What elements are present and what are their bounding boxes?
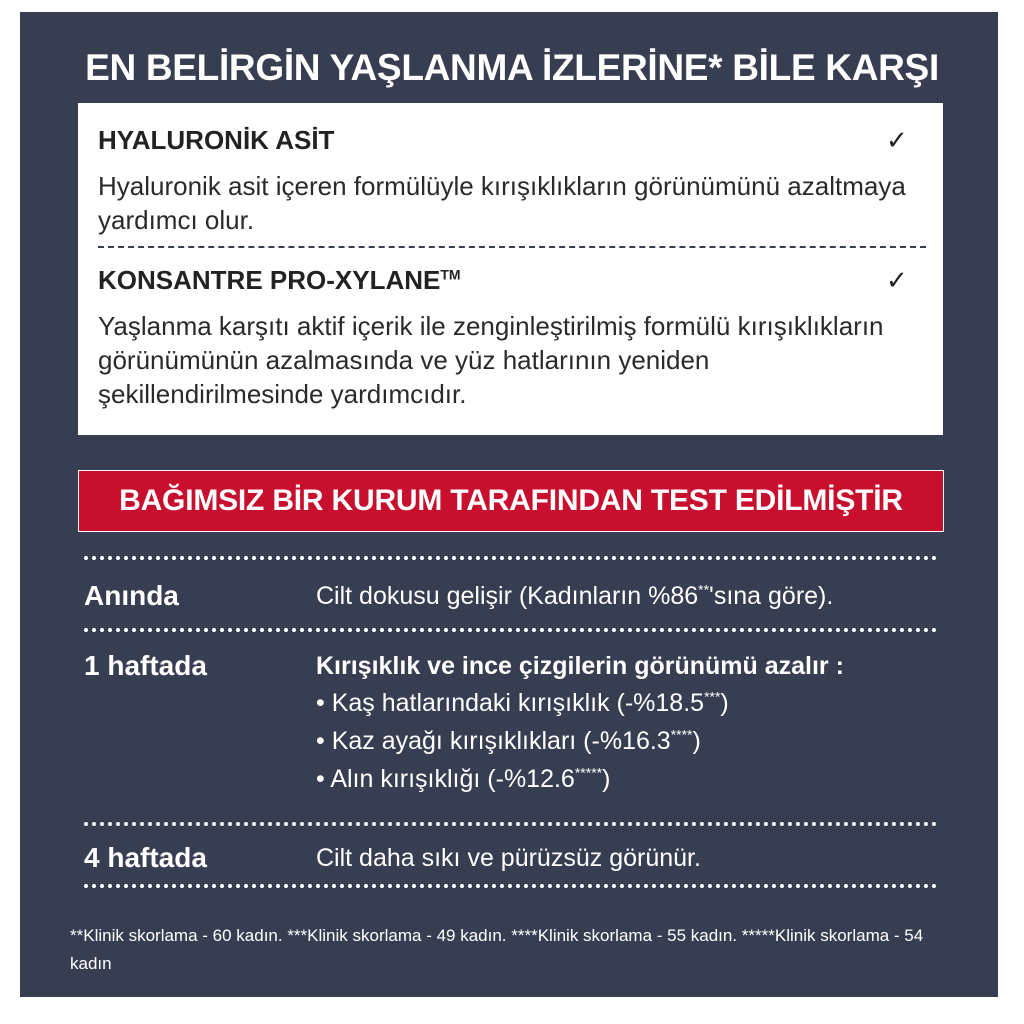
result-bullet bbox=[316, 684, 946, 722]
bullet-text: • Alın kırışıklığı (-%12.6 bbox=[316, 765, 575, 793]
result-text-instant bbox=[316, 578, 946, 614]
bullet-text: • Kaz ayağı kırışıklıkları (-%16.3 bbox=[316, 727, 671, 755]
result-text: Cilt dokusu gelişir (Kadınların %86 bbox=[316, 582, 699, 610]
footnote-mark: ** bbox=[698, 581, 710, 598]
footnote-mark: *** bbox=[704, 688, 721, 705]
result-heading: Kırışıklık ve ince çizgilerin görünümü azalır : bbox=[316, 652, 844, 680]
trademark-mark: TM bbox=[440, 266, 461, 283]
result-bullet bbox=[316, 760, 946, 798]
bullet-close: ) bbox=[602, 765, 611, 793]
dotted-divider bbox=[84, 822, 937, 826]
tested-banner: BAĞIMSIZ BİR KURUM TARAFINDAN TEST EDİLMİŞTİR bbox=[78, 470, 944, 532]
ingredients-divider bbox=[98, 246, 926, 248]
footnote-mark: ***** bbox=[574, 764, 603, 781]
ingredients-box bbox=[78, 103, 943, 435]
dotted-divider bbox=[84, 628, 937, 632]
headline: EN BELİRGİN YAŞLANMA İZLERİNE* BİLE KARŞI bbox=[85, 47, 939, 88]
result-bullet bbox=[316, 722, 946, 760]
result-text-week1 bbox=[316, 648, 946, 798]
dotted-divider bbox=[84, 556, 937, 560]
dotted-divider bbox=[84, 884, 937, 888]
bullet-close: ) bbox=[692, 727, 701, 755]
footnote: **Klinik skorlama - 60 kadın. ***Klinik skorlama - 49 kadın. ****Klinik skorlama - 55 kadın. *****Klinik skorlama - 54 kadın bbox=[70, 926, 924, 973]
ingredient-title-proxylane bbox=[98, 263, 461, 297]
result-label-instant: Anında bbox=[84, 580, 179, 611]
check-icon: ✓ bbox=[886, 265, 908, 295]
footnote-mark: **** bbox=[670, 726, 693, 743]
bullet-close: ) bbox=[720, 689, 729, 717]
result-text-week4: Cilt daha sıkı ve pürüzsüz görünür. bbox=[316, 844, 701, 872]
ingredient-title-text: KONSANTRE PRO-XYLANE bbox=[98, 265, 441, 295]
result-bullet-list bbox=[316, 684, 946, 798]
check-icon: ✓ bbox=[886, 125, 908, 155]
ingredient-desc-hyaluronic: Hyaluronik asit içeren formülüyle kırışıklıkların görünümünü azaltmaya yardımcı olur. bbox=[98, 171, 906, 235]
bullet-text: • Kaş hatlarındaki kırışıklık (-%18.5 bbox=[316, 689, 705, 717]
ingredient-desc-proxylane: Yaşlanma karşıtı aktif içerik ile zenginleştirilmiş formülü kırışıklıkların görünümünün azalmasında ve yüz hatlarının yeniden şekillendirilmesinde yardımcıdır. bbox=[98, 311, 884, 409]
ingredient-title-hyaluronic: HYALURONİK ASİT bbox=[98, 125, 335, 155]
result-label-week1: 1 haftada bbox=[84, 650, 207, 681]
result-text-end: 'sına göre). bbox=[709, 582, 834, 610]
result-label-week4: 4 haftada bbox=[84, 842, 207, 873]
